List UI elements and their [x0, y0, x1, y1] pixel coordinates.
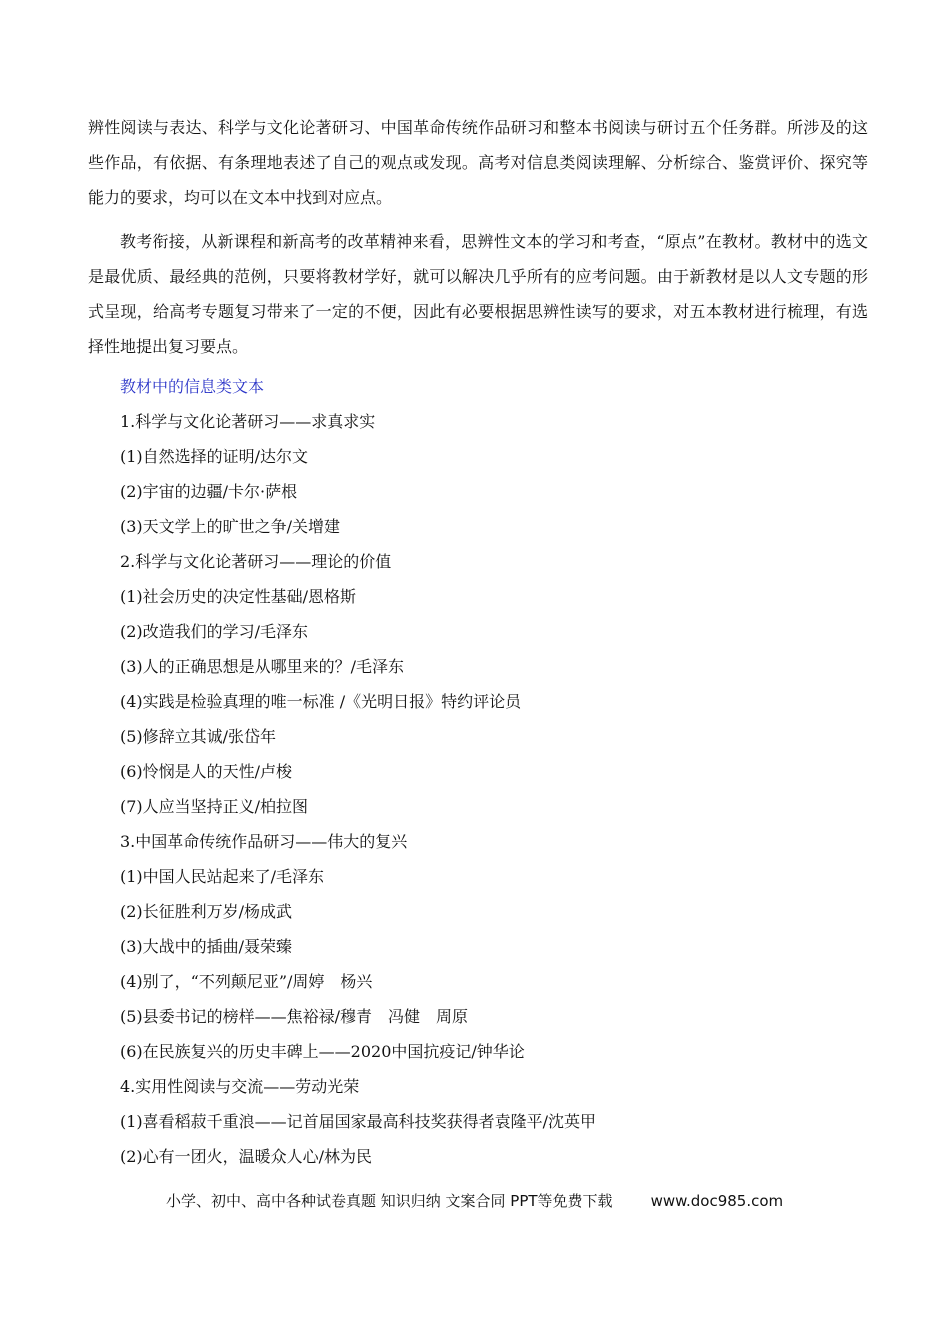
list-item: 2.科学与文化论著研习——理论的价值	[120, 552, 392, 571]
list-item: (2)改造我们的学习/毛泽东	[120, 622, 309, 641]
list-item: (2)宇宙的边疆/卡尔·萨根	[120, 482, 298, 501]
list-item: 3.中国革命传统作品研习——伟大的复兴	[120, 832, 408, 851]
footer-url[interactable]: www.doc985.com	[650, 1192, 784, 1210]
list-item: (1)社会历史的决定性基础/恩格斯	[120, 587, 357, 606]
list-item: (2)心有一团火，温暖众人心/林为民	[120, 1147, 373, 1166]
list-item: (7)人应当坚持正义/柏拉图	[120, 797, 309, 816]
list-item: (2)长征胜利万岁/杨成武	[120, 902, 293, 921]
list-item: (1)自然选择的证明/达尔文	[120, 447, 309, 466]
list-item: (3)人的正确思想是从哪里来的？/毛泽东	[120, 657, 405, 676]
list-item: (3)天文学上的旷世之争/关增建	[120, 517, 341, 536]
list-item: (5)县委书记的榜样——焦裕禄/穆青 冯健 周原	[120, 1007, 469, 1026]
list-item: 4.实用性阅读与交流——劳动光荣	[120, 1077, 360, 1096]
list-item: (1)喜看稻菽千重浪——记首届国家最高科技奖获得者袁隆平/沈英甲	[120, 1112, 597, 1131]
list-item: (6)怜悯是人的天性/卢梭	[120, 762, 293, 781]
text-list	[120, 410, 596, 1180]
list-item: (3)大战中的插曲/聂荣臻	[120, 937, 293, 956]
list-item: (6)在民族复兴的历史丰碑上——2020中国抗疫记/钟华论	[120, 1042, 525, 1061]
list-item: 1.科学与文化论著研习——求真求实	[120, 412, 376, 431]
list-item: (4)实践是检验真理的唯一标准 /《光明日报》特约评论员	[120, 692, 522, 711]
footer-text: 小学、初中、高中各种试卷真题 知识归纳 文案合同 PPT等免费下载	[166, 1192, 613, 1210]
page-footer	[166, 1190, 783, 1211]
body-paragraph-1: 辨性阅读与表达、科学与文化论著研习、中国革命传统作品研习和整本书阅读与研讨五个任务群。所涉及的这些作品，有依据、有条理地表述了自己的观点或发现。高考对信息类阅读理解、分析综合、鉴赏评价、探究等能力的要求，均可以在文本中找到对应点。	[88, 118, 868, 207]
list-item: (5)修辞立其诚/张岱年	[120, 727, 277, 746]
list-item: (4)别了，“不列颠尼亚”/周婷 杨兴	[120, 972, 373, 991]
section-heading: 教材中的信息类文本	[120, 377, 265, 396]
list-item: (1)中国人民站起来了/毛泽东	[120, 867, 325, 886]
body-paragraph-2: 教考衔接，从新课程和新高考的改革精神来看，思辨性文本的学习和考查，“原点”在教材。教材中的选文是最优质、最经典的范例，只要将教材学好，就可以解决几乎所有的应考问题。由于新教材是以人文专题的形式呈现，给高考专题复习带来了一定的不便，因此有必要根据思辨性读写的要求，对五本教材进行梳理，有选择性地提出复习要点。	[88, 232, 868, 356]
